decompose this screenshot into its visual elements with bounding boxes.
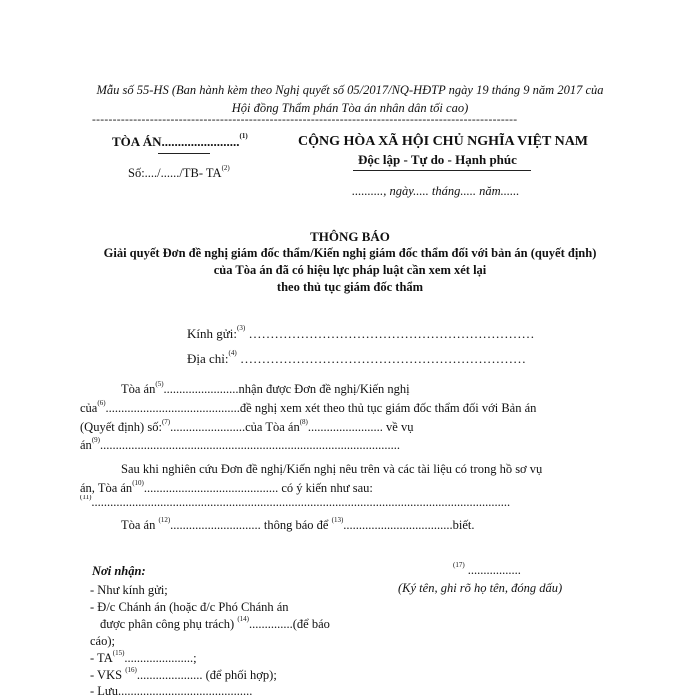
signature-instruction: (Ký tên, ghi rõ họ tên, đóng dấu)	[398, 581, 563, 595]
national-motto: CỘNG HÒA XÃ HỘI CHỦ NGHĨA VIỆT NAM	[298, 134, 589, 149]
para1-line-3: (Quyết định) số:$^{(7)}$........................của Tòa $án^{(8)}$........................ về vụ	[80, 418, 414, 434]
national-slogan: Độc lập - Tự do - Hạnh phúc	[358, 152, 517, 167]
title-subline-3: theo thủ tục giám đốc thẩm	[276, 280, 424, 294]
para1-line-1: Tòa $án^{(5)}........................nhận$ được Đơn đề nghị/Kiến nghị	[121, 380, 410, 396]
recipient-line: Kính gửi:$^{(3)}$ …………………………………………………………	[187, 324, 535, 341]
header-separator: -------------------------------------------------------------------------------------------------------	[92, 114, 518, 126]
recipient-item-3: - TA$^{(15)}$......................;	[90, 649, 197, 665]
address-line: Địa chỉ:$^{(4)}$ …………………………………………………………	[187, 349, 526, 366]
document-number: Số:..../....../TB- TA$^{(2)}$	[128, 164, 230, 180]
slogan-underline	[353, 170, 531, 171]
signer-line: $^{(17)}$ .................	[453, 561, 521, 577]
recipient-item-5: - Lưu...........................................	[90, 684, 253, 698]
form-reference-line-1: Mẫu số 55-HS (Ban hành kèm theo Nghị quyết số 05/2017/NQ-HĐTP ngày 19 tháng 9 năm 2017 của	[96, 83, 604, 97]
recipient-item-4: - VKS $^{(16)}$..................... (để phối hợp);	[90, 666, 277, 682]
title-subline-1: Giải quyết Đơn đề nghị giám đốc thẩm/Kiến nghị giám đốc thẩm đối với bản án (quyết định)	[103, 246, 597, 260]
para1-line-2: của$^{(6)}$...........................................đề nghị xem xét theo thủ tục giám đốc thẩm đối với Bản án	[80, 399, 537, 415]
recipient-item-2-end: cáo);	[90, 634, 115, 648]
para2-line-2: án, Tòa $án^{(10)}$........................................... có ý kiến như sau:	[80, 479, 373, 495]
court-name: TÒA ÁN........................$^{(1)}$	[112, 132, 248, 149]
form-reference-line-2: Hội đồng Thẩm phán Tòa án nhân dân tối cao)	[231, 101, 469, 115]
title-subline-2: của Tòa án đã có hiệu lực pháp luật cần xem xét lại	[213, 263, 487, 277]
recipient-item-2-cont: được phân công phụ trách) $^{(14)}$..............(để báo	[100, 615, 330, 631]
para1-line-4: $án^{(9)}$................................................................................................	[80, 436, 400, 452]
date-line: .........., ngày..... tháng..... năm......	[352, 184, 520, 198]
recipient-item-1: - Như kính gửi;	[90, 583, 168, 597]
para3-line: Tòa án $^{(12)}$............................. thông báo để $^{(13)}$...................................biết.	[121, 516, 475, 532]
recipient-item-2: - Đ/c Chánh án (hoặc đ/c Phó Chánh án	[90, 600, 289, 614]
para2-line-3: $^{(11)}$......................................................................................................................................	[80, 495, 511, 509]
recipients-heading: Nơi nhận:	[92, 564, 146, 578]
court-underline	[158, 153, 210, 154]
document-title: THÔNG BÁO	[310, 229, 390, 244]
para2-line-1: Sau khi nghiên cứu Đơn đề nghị/Kiến nghị nêu trên và các tài liệu có trong hồ sơ vụ	[121, 462, 543, 476]
